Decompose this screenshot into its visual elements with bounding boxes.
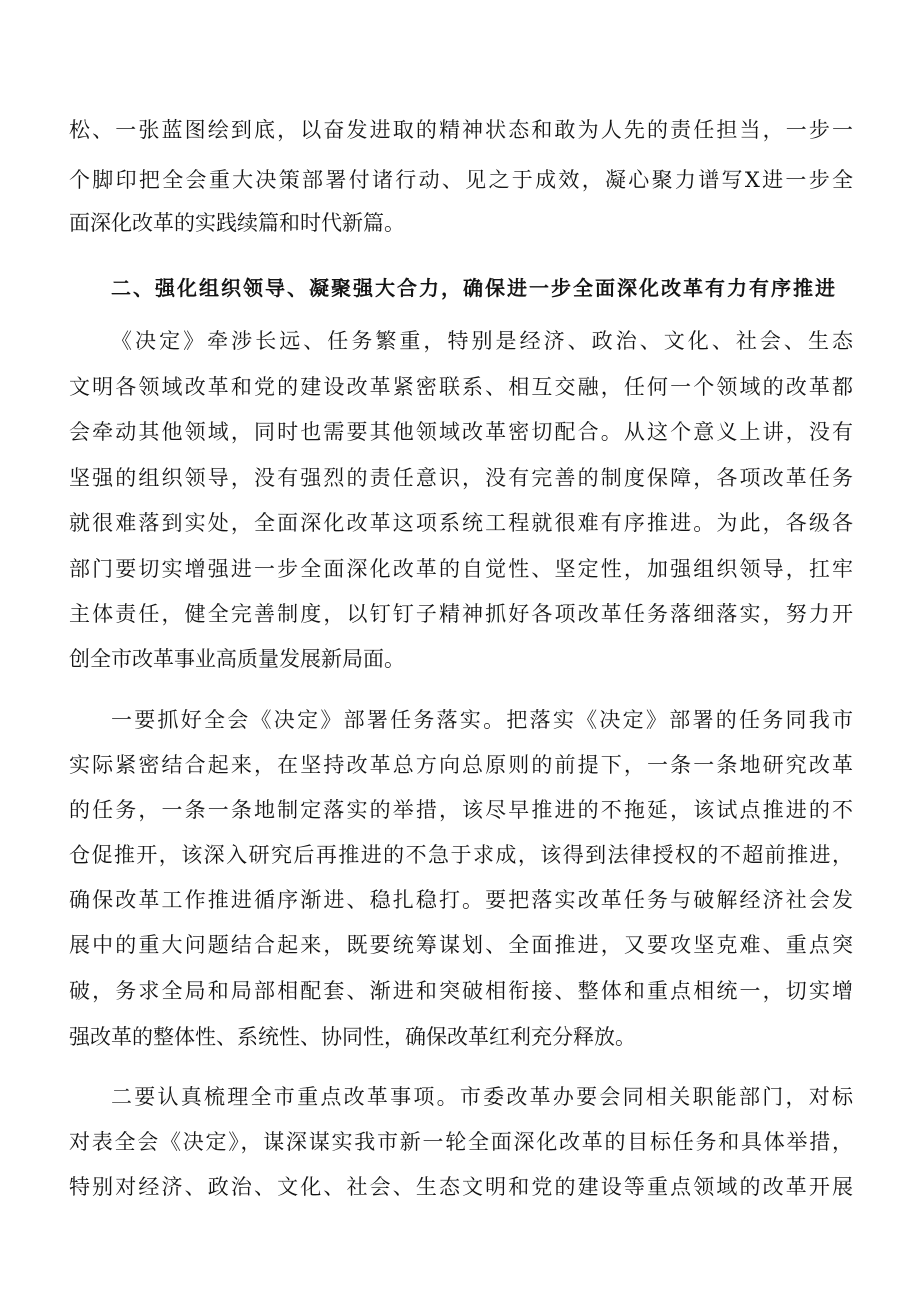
- text-line: 特别对经济、政治、文化、社会、生态文明和党的建设等重点领域的改革开展: [69, 1175, 853, 1199]
- text-line: 《决定》牵涉长远、任务繁重，特别是经济、政治、文化、社会、生态: [111, 329, 853, 353]
- text-line: 二要认真梳理全市重点改革事项。市委改革办要会同相关职能部门，对标: [111, 1085, 853, 1109]
- text-line: 文明各领域改革和党的建设改革紧密联系、相互交融，任何一个领域的改革都: [69, 375, 853, 399]
- text-line: 破，务求全局和局部相配套、渐进和突破相衔接、整体和重点相统一，切实增: [69, 979, 853, 1003]
- text-line: 仓促推开，该深入研究后再推进的不急于求成，该得到法律授权的不超前推进，: [69, 843, 853, 867]
- text-line: 部门要切实增强进一步全面深化改革的自觉性、坚定性，加强组织领导，扛牢: [69, 557, 853, 581]
- text-line: 松、一张蓝图绘到底，以奋发进取的精神状态和敢为人先的责任担当，一步一: [69, 118, 853, 142]
- text-line: 对表全会《决定》，谋深谋实我市新一轮全面深化改革的目标任务和具体举措，: [69, 1130, 853, 1154]
- text-line: 实际紧密结合起来，在坚持改革总方向总原则的前提下，一条一条地研究改革: [69, 753, 853, 777]
- text-line: 个脚印把全会重大决策部署付诸行动、见之于成效，凝心聚力谱写X进一步全: [69, 168, 853, 192]
- text-line: 坚强的组织领导，没有强烈的责任意识，没有完善的制度保障，各项改革任务: [69, 466, 853, 490]
- text-line: 就很难落到实处，全面深化改革这项系统工程就很难有序推进。为此，各级各: [69, 511, 853, 535]
- text-line: 确保改革工作推进循序渐进、稳扎稳打。要把落实改革任务与破解经济社会发: [69, 888, 853, 912]
- text-line: 强改革的整体性、系统性、协同性，确保改革红利充分释放。: [69, 1025, 636, 1049]
- text-line: 创全市改革事业高质量发展新局面。: [69, 647, 405, 671]
- text-line: 的任务，一条一条地制定落实的举措，该尽早推进的不拖延，该试点推进的不: [69, 798, 853, 822]
- text-line: 一要抓好全会《决定》部署任务落实。把落实《决定》部署的任务同我市: [111, 708, 853, 732]
- text-line: 会牵动其他领域，同时也需要其他领域改革密切配合。从这个意义上讲，没有: [69, 420, 853, 444]
- text-line: 展中的重大问题结合起来，既要统筹谋划、全面推进，又要攻坚克难、重点突: [69, 933, 853, 957]
- text-line: 主体责任，健全完善制度，以钉钉子精神抓好各项改革任务落细落实，努力开: [69, 602, 853, 626]
- text-line: 面深化改革的实践续篇和时代新篇。: [69, 211, 405, 235]
- section-heading: 二、强化组织领导、凝聚强大合力，确保进一步全面深化改革有力有序推进: [111, 276, 835, 300]
